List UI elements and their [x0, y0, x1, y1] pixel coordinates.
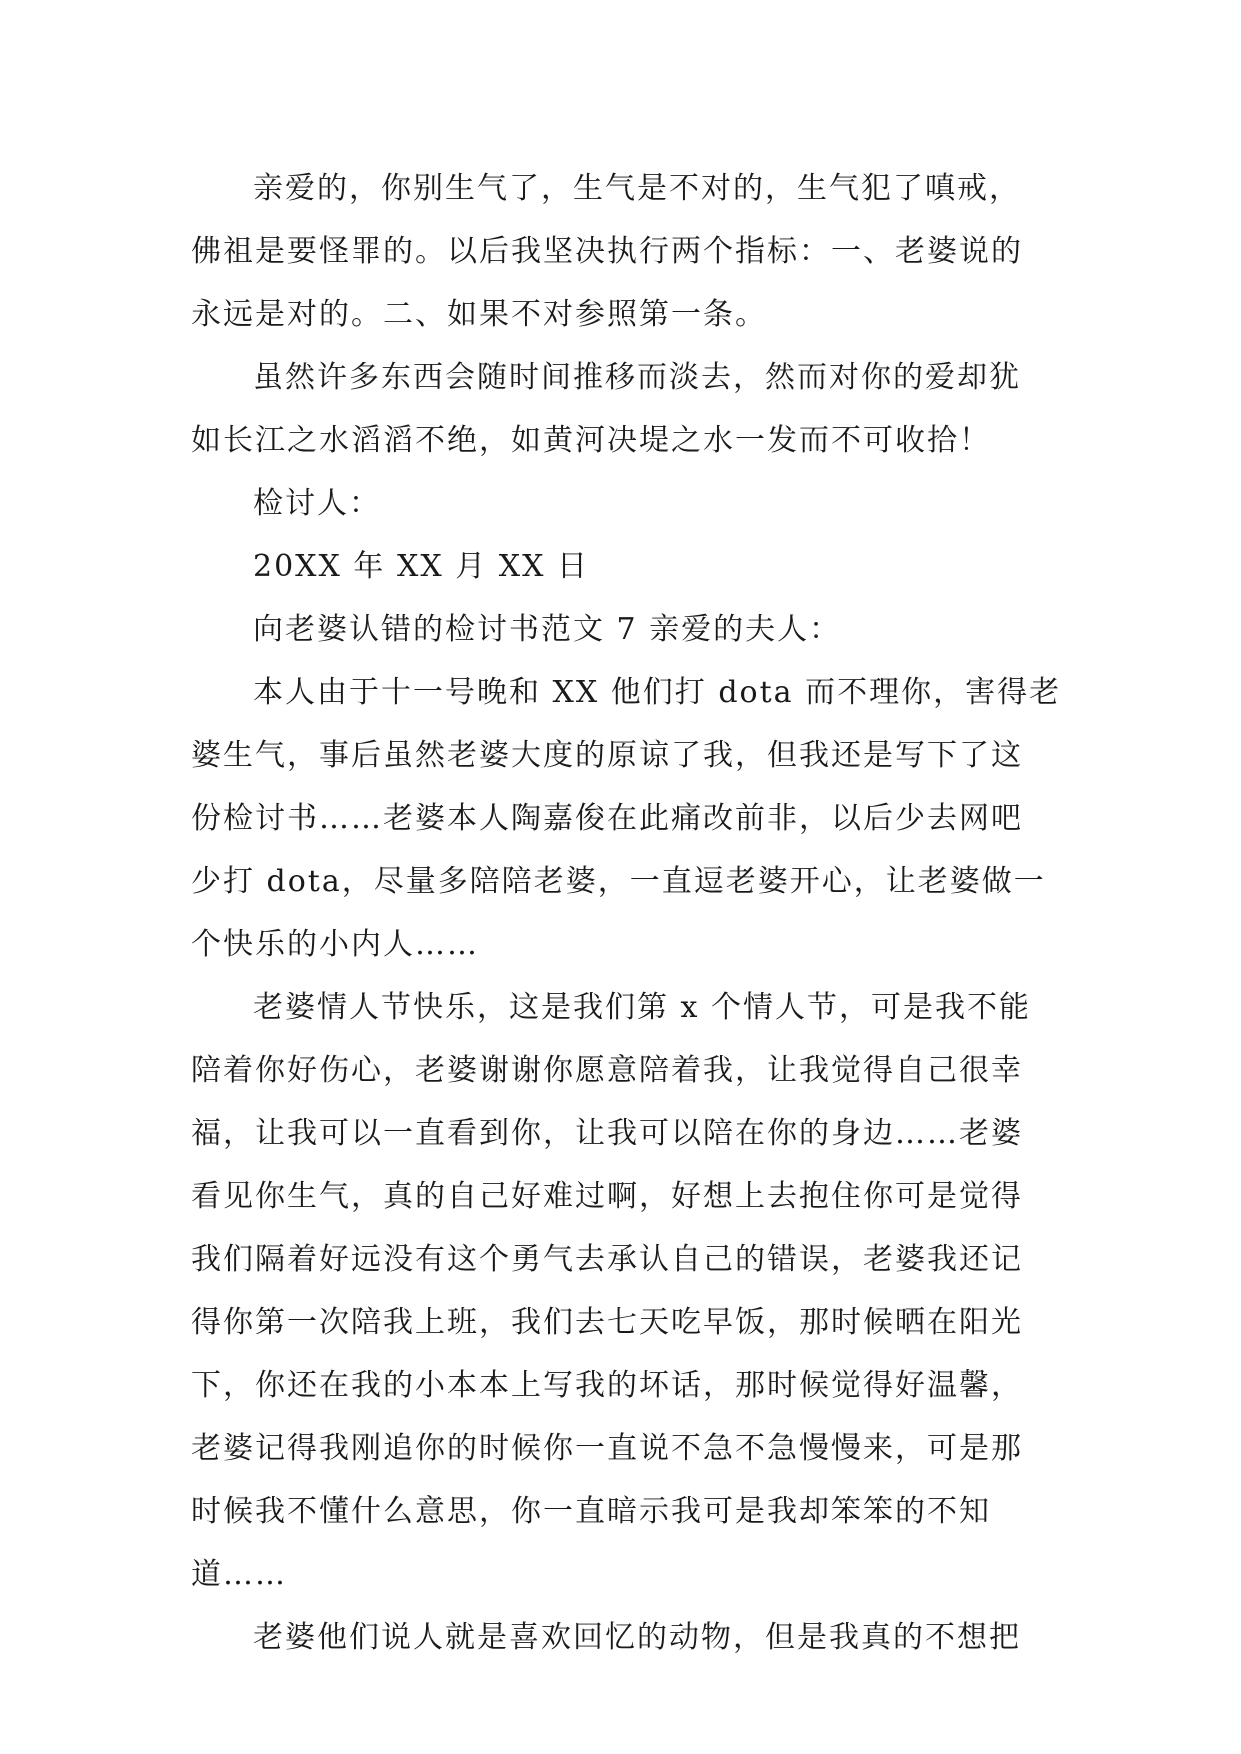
text-line: 老婆记得我刚追你的时候你一直说不急不急慢慢来，可是那: [191, 1431, 1023, 1466]
text-line: 婆生气，事后虽然老婆大度的原谅了我，但我还是写下了这: [191, 738, 1023, 773]
text-line: 陪着你好伤心，老婆谢谢你愿意陪着我，让我觉得自己很幸: [191, 1053, 1023, 1088]
text-line: 得你第一次陪我上班，我们去七天吃早饭，那时候晒在阳光: [191, 1305, 1023, 1340]
text-line: 看见你生气，真的自己好难过啊，好想上去抱住你可是觉得: [191, 1179, 1023, 1214]
text-line: 个快乐的小内人……: [191, 927, 479, 962]
text-line: 老婆情人节快乐，这是我们第 x 个情人节，可是我不能: [253, 990, 1031, 1025]
text-line: 下，你还在我的小本本上写我的坏话，那时候觉得好温馨，: [191, 1368, 1023, 1403]
text-line: 本人由于十一号晚和 XX 他们打 dota 而不理你，害得老: [253, 675, 1062, 710]
text-line: 老婆他们说人就是喜欢回忆的动物，但是我真的不想把: [253, 1620, 1021, 1655]
section-heading: 向老婆认错的检讨书范文 7 亲爱的夫人：: [253, 612, 842, 647]
text-line: 道……: [191, 1557, 287, 1592]
text-line: 份检讨书……老婆本人陶嘉俊在此痛改前非，以后少去网吧: [191, 801, 1023, 836]
text-line: 少打 dota，尽量多陪陪老婆，一直逗老婆开心，让老婆做一: [191, 864, 1046, 899]
text-line: 如长江之水滔滔不绝，如黄河决堤之水一发而不可收拾！: [191, 423, 991, 458]
signature-label: 检讨人：: [253, 486, 381, 521]
text-line: 永远是对的。二、如果不对参照第一条。: [191, 297, 767, 332]
text-line: 我们隔着好远没有这个勇气去承认自己的错误，老婆我还记: [191, 1242, 1023, 1277]
text-line: 亲爱的，你别生气了，生气是不对的，生气犯了嗔戒，: [253, 171, 1021, 206]
text-line: 时候我不懂什么意思，你一直暗示我可是我却笨笨的不知: [191, 1494, 991, 1529]
text-line: 虽然许多东西会随时间推移而淡去，然而对你的爱却犹: [253, 360, 1021, 395]
date-line: 20XX 年 XX 月 XX 日: [253, 549, 589, 584]
document-body: [191, 157, 1062, 1669]
text-line: 佛祖是要怪罪的。以后我坚决执行两个指标：一、老婆说的: [191, 234, 1023, 269]
text-line: 福，让我可以一直看到你，让我可以陪在你的身边……老婆: [191, 1116, 1023, 1151]
